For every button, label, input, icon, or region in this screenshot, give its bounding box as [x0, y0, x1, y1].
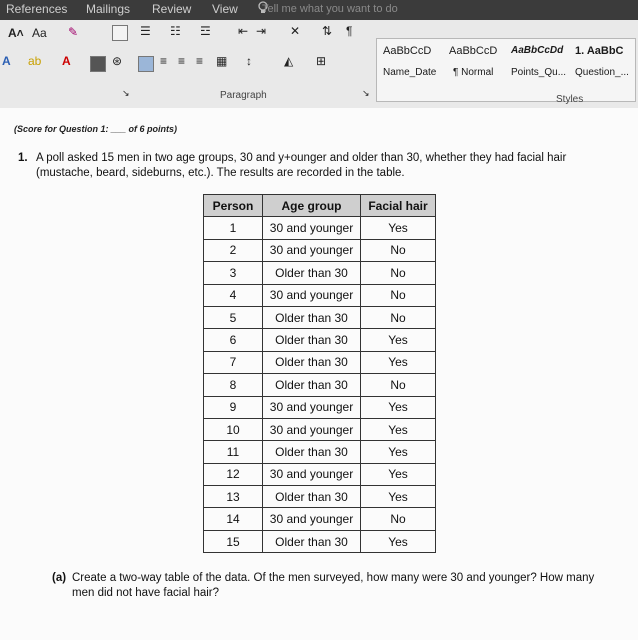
table-row — [204, 374, 436, 396]
header-person: Person — [204, 195, 263, 217]
grow-font-icon[interactable]: A˄ — [8, 26, 24, 40]
cell-age-group: Older than 30 — [263, 329, 361, 351]
cell-facial-hair: No — [361, 374, 436, 396]
line-spacing-icon[interactable]: ↕ — [246, 54, 252, 68]
change-case-button[interactable]: Aa — [32, 26, 47, 40]
question-number: 1. — [18, 152, 28, 164]
cell-person: 14 — [204, 508, 263, 530]
asian-layout-icon[interactable]: ✕ — [290, 24, 301, 38]
cell-age-group: Older than 30 — [263, 306, 361, 328]
cell-facial-hair: Yes — [361, 217, 436, 239]
justify-icon[interactable]: ≡ — [196, 54, 204, 68]
table-row — [204, 217, 436, 239]
header-age-group: Age group — [263, 195, 361, 217]
cell-person: 10 — [204, 418, 263, 440]
tab-references[interactable]: References — [6, 2, 68, 16]
cell-facial-hair: Yes — [361, 486, 436, 508]
cell-facial-hair: Yes — [361, 530, 436, 552]
cell-person: 2 — [204, 239, 263, 261]
header-facial-hair: Facial hair — [361, 195, 436, 217]
cell-age-group: 30 and younger — [263, 396, 361, 418]
sort-icon[interactable]: ⇅ — [322, 24, 333, 38]
cell-facial-hair: No — [361, 239, 436, 261]
bullets-icon[interactable]: ☰ — [140, 24, 151, 38]
table-row — [204, 351, 436, 373]
character-border-icon[interactable] — [112, 25, 128, 41]
table-row — [204, 508, 436, 530]
table-row — [204, 284, 436, 306]
cell-facial-hair: Yes — [361, 441, 436, 463]
shading-icon[interactable] — [90, 56, 106, 72]
table-row — [204, 329, 436, 351]
cell-person: 6 — [204, 329, 263, 351]
cell-facial-hair: No — [361, 306, 436, 328]
cell-person: 15 — [204, 530, 263, 552]
paragraph-dialog-launcher-icon[interactable]: ↘ — [362, 88, 370, 98]
tab-mailings[interactable]: Mailings — [86, 2, 131, 16]
cell-facial-hair: No — [361, 508, 436, 530]
borders-icon[interactable]: ⊞ — [316, 54, 327, 68]
cell-person: 13 — [204, 486, 263, 508]
ribbon-tab-bar — [0, 0, 638, 20]
style-sample-name-date[interactable]: AaBbCcD — [383, 45, 432, 57]
cell-facial-hair: Yes — [361, 351, 436, 373]
table-row — [204, 396, 436, 418]
cell-age-group: Older than 30 — [263, 351, 361, 373]
paint-bucket-icon[interactable]: ◭ — [284, 54, 294, 68]
sub-question-text: Create a two-way table of the data. Of the men surveyed, how many were 30 and younger? How many men did not have facial hair? — [72, 572, 595, 599]
tab-view[interactable]: View — [212, 2, 238, 16]
cell-facial-hair: Yes — [361, 463, 436, 485]
enclose-character-icon[interactable]: ⊛ — [112, 54, 123, 68]
align-center-icon[interactable]: ≡ — [160, 54, 168, 68]
cell-facial-hair: No — [361, 284, 436, 306]
cell-age-group: Older than 30 — [263, 262, 361, 284]
style-sample-question[interactable]: 1. AaBbC — [575, 45, 624, 57]
table-row — [204, 530, 436, 552]
cell-facial-hair: Yes — [361, 396, 436, 418]
highlight-color-icon[interactable]: ab — [28, 54, 42, 68]
ribbon — [0, 20, 638, 109]
score-line: (Score for Question 1: ___ of 6 points) — [14, 124, 178, 134]
document-page — [0, 108, 638, 640]
tab-review[interactable]: Review — [152, 2, 192, 16]
cell-person: 7 — [204, 351, 263, 373]
cell-age-group: Older than 30 — [263, 441, 361, 463]
cell-person: 9 — [204, 396, 263, 418]
outdent-icon[interactable]: ⇥ — [256, 24, 267, 38]
cell-facial-hair: No — [361, 262, 436, 284]
table-row — [204, 463, 436, 485]
cell-person: 5 — [204, 306, 263, 328]
cell-person: 3 — [204, 262, 263, 284]
multilevel-list-icon[interactable]: ☲ — [200, 24, 211, 38]
numbering-icon[interactable]: ☷ — [170, 24, 181, 38]
table-header-row — [204, 195, 436, 217]
cell-age-group: 30 and younger — [263, 217, 361, 239]
cell-facial-hair: Yes — [361, 329, 436, 351]
cell-person: 12 — [204, 463, 263, 485]
cell-person: 8 — [204, 374, 263, 396]
table-row — [204, 239, 436, 261]
font-color-icon[interactable]: A — [62, 54, 71, 68]
align-right-icon[interactable]: ≡ — [178, 54, 186, 68]
style-name-date[interactable]: Name_Date — [383, 67, 437, 78]
cell-age-group: 30 and younger — [263, 284, 361, 306]
indent-icon[interactable]: ⇤ — [238, 24, 249, 38]
cell-age-group: Older than 30 — [263, 486, 361, 508]
cell-person: 11 — [204, 441, 263, 463]
text-effects-icon[interactable]: A — [2, 54, 11, 68]
cell-age-group: 30 and younger — [263, 508, 361, 530]
cell-age-group: 30 and younger — [263, 463, 361, 485]
data-table — [203, 194, 436, 553]
font-dialog-launcher-icon[interactable]: ↘ — [122, 88, 130, 98]
style-question[interactable]: Question_... — [575, 67, 629, 78]
cell-age-group: Older than 30 — [263, 530, 361, 552]
table-row — [204, 418, 436, 440]
style-sample-normal[interactable]: AaBbCcD — [449, 45, 498, 57]
style-sample-points[interactable]: AaBbCcDd — [511, 45, 564, 56]
style-points-question[interactable]: Points_Qu... — [511, 67, 567, 78]
cell-age-group: 30 and younger — [263, 239, 361, 261]
question-text: A poll asked 15 men in two age groups, 30 and y+ounger and older than 30, whether they had facial hair (mustache, beard, sideburns, etc.). The results are recorded in the table. — [36, 152, 567, 179]
cell-person: 1 — [204, 217, 263, 239]
align-left-icon[interactable] — [138, 56, 154, 72]
cell-facial-hair: Yes — [361, 418, 436, 440]
styles-group-label: Styles — [556, 94, 584, 105]
distributed-icon[interactable]: ▦ — [216, 54, 228, 68]
styles-gallery — [376, 38, 636, 102]
table-row — [204, 441, 436, 463]
paragraph-group-label: Paragraph — [220, 90, 267, 101]
style-normal[interactable]: ¶ Normal — [453, 67, 494, 78]
cell-age-group: 30 and younger — [263, 418, 361, 440]
sub-question-label: (a) — [52, 572, 67, 584]
table-row — [204, 262, 436, 284]
table-row — [204, 306, 436, 328]
table-row — [204, 486, 436, 508]
tell-me-search[interactable]: Tell me what you want to do — [262, 3, 398, 15]
show-formatting-marks-icon[interactable]: ¶ — [346, 24, 353, 38]
clear-formatting-icon[interactable]: ✎ — [68, 25, 79, 39]
cell-person: 4 — [204, 284, 263, 306]
cell-age-group: Older than 30 — [263, 374, 361, 396]
